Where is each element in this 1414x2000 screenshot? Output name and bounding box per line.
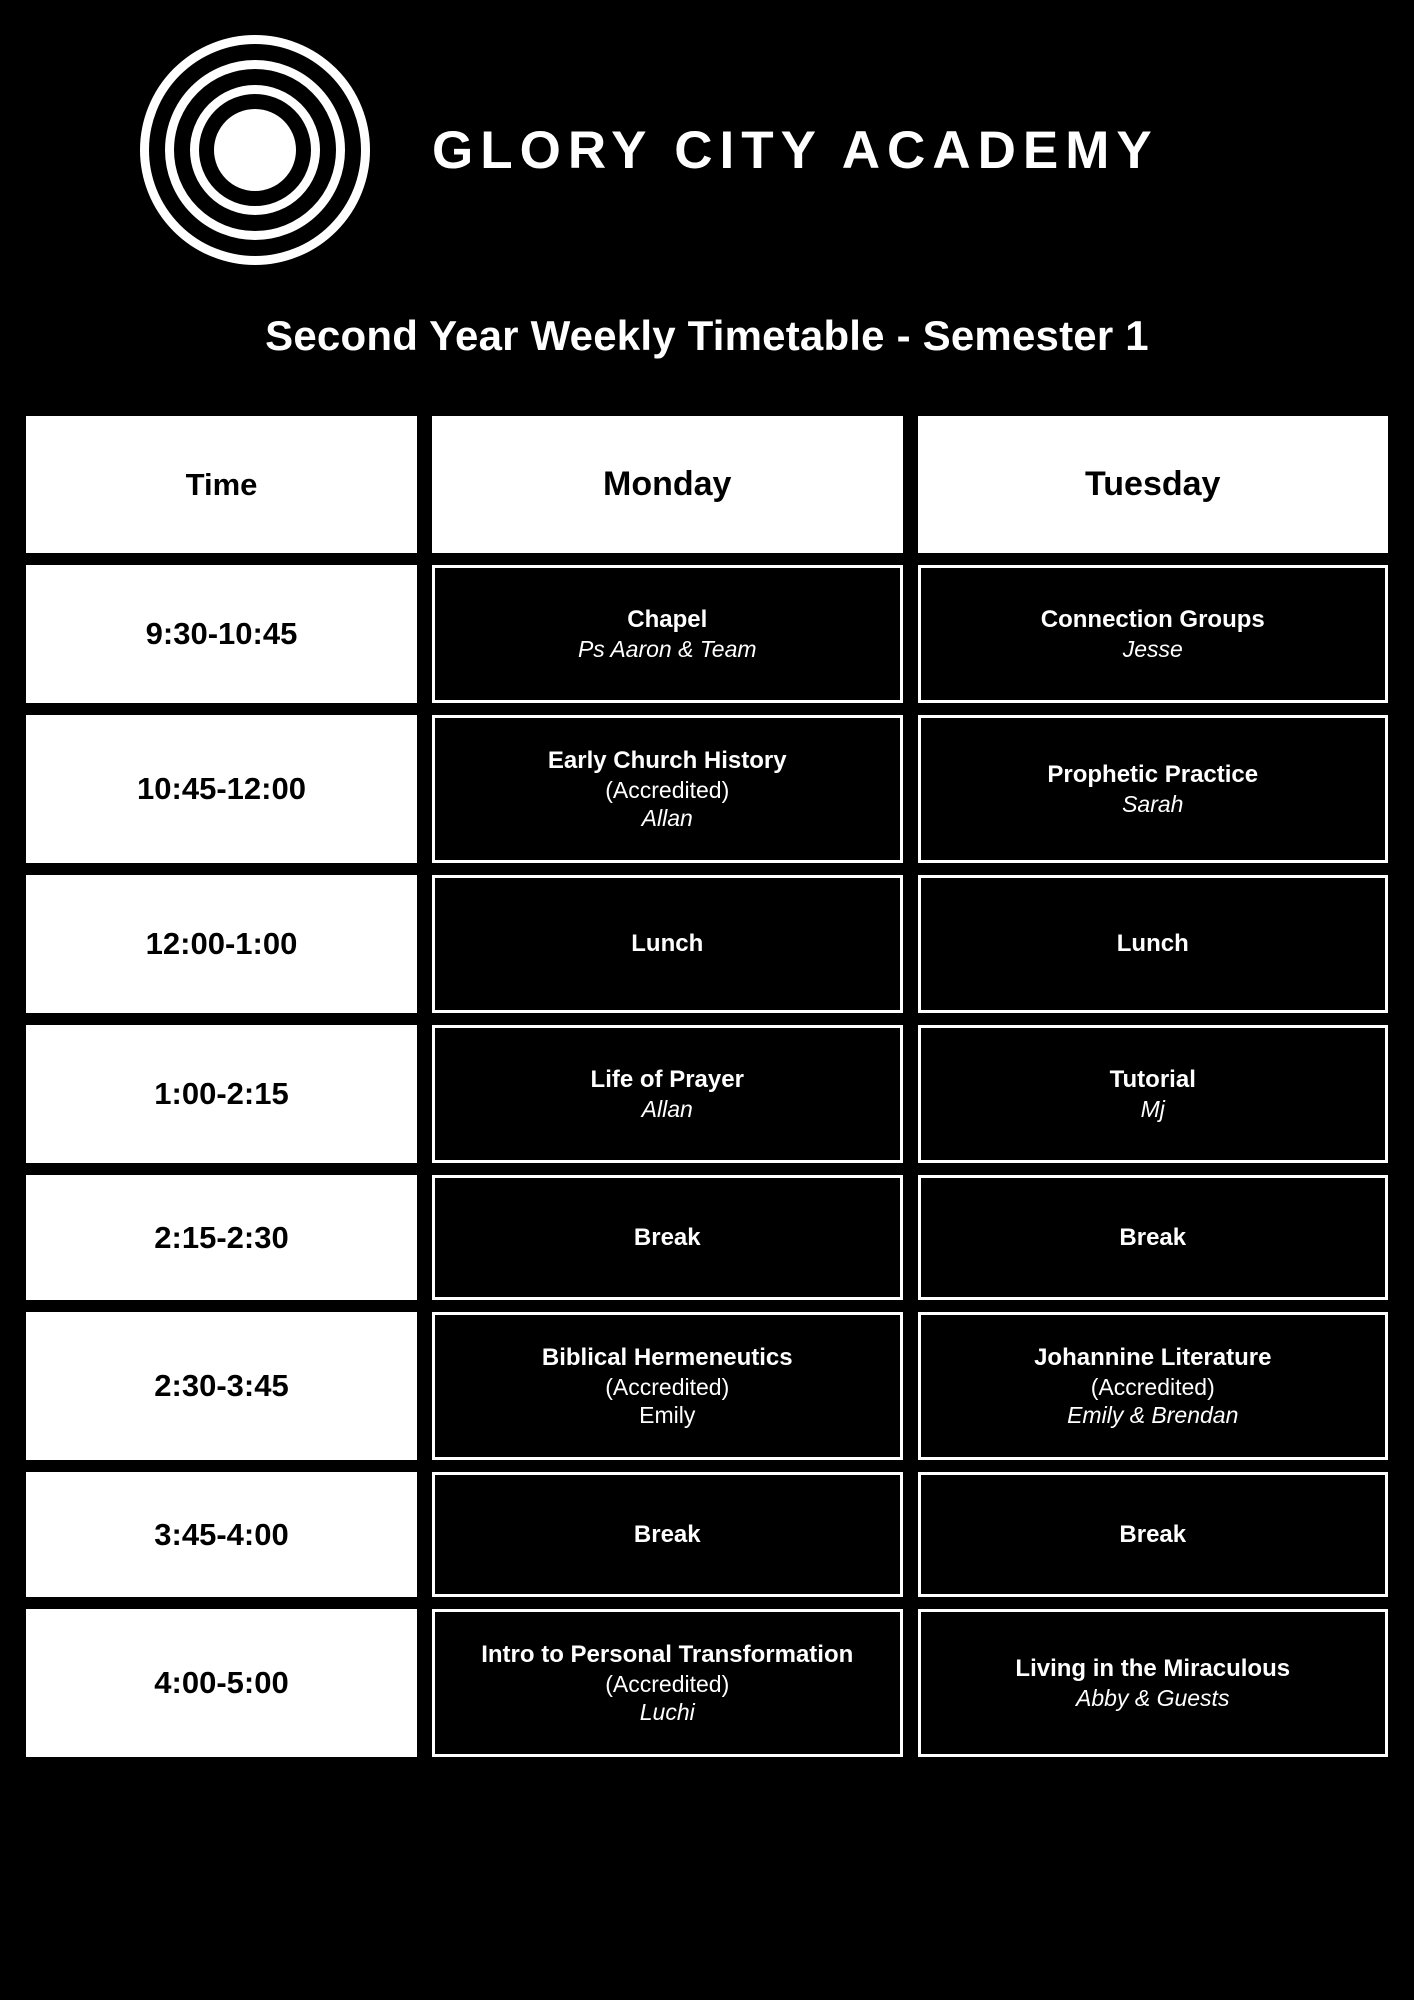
- class-title: Lunch: [631, 930, 704, 958]
- class-title: Chapel: [627, 606, 708, 634]
- time-slot: 2:30-3:45: [26, 1312, 417, 1460]
- class-teacher: Ps Aaron & Team: [577, 635, 757, 662]
- class-teacher: Jesse: [1122, 635, 1183, 662]
- class-title: Break: [633, 1520, 701, 1548]
- class-cell-tuesday: [918, 875, 1389, 1013]
- class-cell-monday: [432, 875, 903, 1013]
- class-cell-tuesday: [918, 715, 1389, 863]
- class-accreditation: (Accredited): [605, 1373, 730, 1400]
- time-slot: 10:45-12:00: [26, 715, 417, 863]
- table-row: [26, 565, 1388, 703]
- class-teacher: Sarah: [1122, 790, 1184, 817]
- class-title: Intro to Personal Transformation: [481, 1641, 854, 1669]
- class-title: Early Church History: [547, 747, 787, 775]
- class-teacher: Emily & Brendan: [1067, 1401, 1239, 1428]
- time-slot: 1:00-2:15: [26, 1025, 417, 1163]
- class-cell-monday: [432, 715, 903, 863]
- class-cell-monday: [432, 1472, 903, 1597]
- table-row: [26, 1312, 1388, 1460]
- class-cell-monday: [432, 565, 903, 703]
- time-slot: 4:00-5:00: [26, 1609, 417, 1757]
- table-header-row: [26, 416, 1388, 553]
- class-title: Break: [1119, 1223, 1187, 1251]
- class-title: Johannine Literature: [1034, 1344, 1272, 1372]
- time-slot: 3:45-4:00: [26, 1472, 417, 1597]
- class-cell-tuesday: [918, 565, 1389, 703]
- class-title: Prophetic Practice: [1047, 761, 1259, 789]
- table-row: [26, 875, 1388, 1013]
- class-title: Biblical Hermeneutics: [541, 1344, 793, 1372]
- table-row: [26, 1025, 1388, 1163]
- logo-center-dot: [214, 109, 296, 191]
- class-accreditation: (Accredited): [605, 1670, 730, 1697]
- timetable: [26, 416, 1388, 1757]
- page-title: Second Year Weekly Timetable - Semester 1: [265, 312, 1149, 359]
- page-header: [0, 0, 1414, 250]
- class-cell-tuesday: [918, 1312, 1389, 1460]
- class-cell-monday: [432, 1609, 903, 1757]
- class-title: Life of Prayer: [590, 1066, 744, 1094]
- class-accreditation: (Accredited): [1090, 1373, 1215, 1400]
- class-cell-tuesday: [918, 1472, 1389, 1597]
- class-cell-monday: [432, 1175, 903, 1300]
- class-teacher: Emily: [639, 1401, 696, 1428]
- column-header-tuesday: Tuesday: [918, 416, 1389, 553]
- class-teacher: Mj: [1140, 1095, 1165, 1122]
- class-cell-monday: [432, 1312, 903, 1460]
- table-row: [26, 1609, 1388, 1757]
- class-title: Break: [1119, 1520, 1187, 1548]
- table-row: [26, 1175, 1388, 1300]
- class-teacher: Allan: [641, 1095, 693, 1122]
- class-teacher: Luchi: [639, 1698, 695, 1725]
- time-slot: 9:30-10:45: [26, 565, 417, 703]
- class-title: Living in the Miraculous: [1015, 1655, 1291, 1683]
- column-header-monday: Monday: [432, 416, 903, 553]
- brand-name: GLORY CITY ACADEMY: [432, 120, 1159, 180]
- time-slot: 12:00-1:00: [26, 875, 417, 1013]
- table-row: [26, 1472, 1388, 1597]
- class-cell-monday: [432, 1025, 903, 1163]
- class-accreditation: (Accredited): [605, 776, 730, 803]
- class-teacher: Abby & Guests: [1076, 1684, 1230, 1711]
- class-title: Lunch: [1116, 930, 1189, 958]
- class-title: Break: [633, 1223, 701, 1251]
- class-cell-tuesday: [918, 1175, 1389, 1300]
- class-cell-tuesday: [918, 1609, 1389, 1757]
- class-teacher: Allan: [641, 804, 693, 831]
- table-row: [26, 715, 1388, 863]
- concentric-circles-logo-icon: [140, 35, 370, 265]
- time-slot: 2:15-2:30: [26, 1175, 417, 1300]
- column-header-time: Time: [26, 416, 417, 553]
- class-cell-tuesday: [918, 1025, 1389, 1163]
- class-title: Tutorial: [1109, 1066, 1196, 1094]
- class-title: Connection Groups: [1040, 606, 1265, 634]
